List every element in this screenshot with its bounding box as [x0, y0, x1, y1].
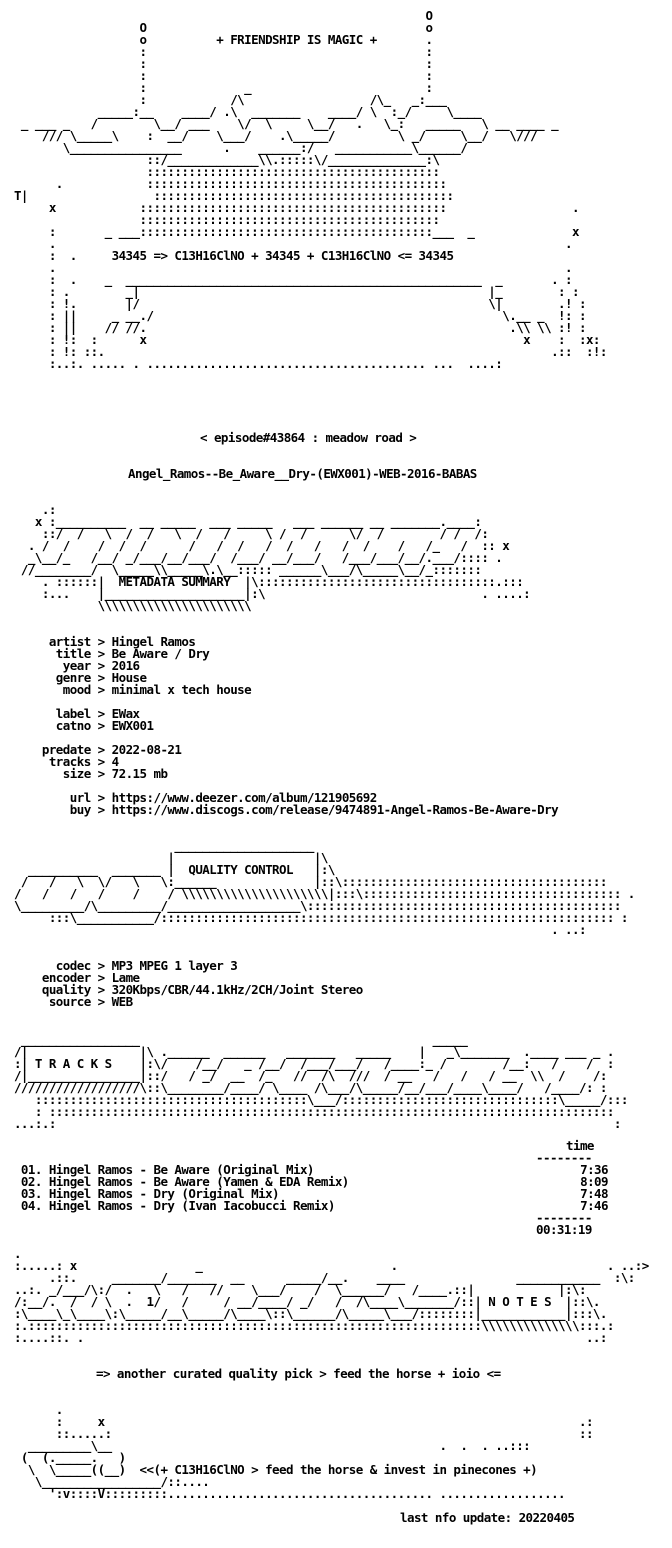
- field-separator: >: [90, 994, 112, 1009]
- release-name: Angel_Ramos--Be_Aware__Dry-(EWX001)-WEB-2016-BABAS: [128, 466, 477, 481]
- quality-art-line: :::\___________/::::::::::::::::::::::::::::::::::::::::::::::::::::::::::::::::: :: [0, 910, 628, 925]
- header-art-line: : . 34345 => C13H16ClNO + 34345 + C13H16ClNO <= 34345: [0, 248, 454, 263]
- field-value: Hingel Ramos: [111, 634, 196, 649]
- tracks-art-line: :::::::::::::::::::::::::::::::::::::::\___/:::::::::::::::::::::::::::::::\_____/:::: [0, 1092, 628, 1107]
- field-key: tracks: [0, 754, 91, 769]
- header-art-line: : _ :: [0, 80, 433, 95]
- notes-art-line: :\____\_\____\:\_____/__\_____/\____\::\______/\_____\___/::::::::|____________|:::\.: [0, 1306, 607, 1321]
- header-art-line: : || _ __./ \.__ _ !: :: [0, 308, 586, 323]
- field-separator: >: [90, 646, 112, 661]
- tracks-time-header: time: [566, 1138, 594, 1153]
- track-title: Hingel Ramos - Be Aware (Yamen & EDA Remix): [41, 1174, 349, 1189]
- field-separator: >: [90, 982, 112, 997]
- notes-art-line: .: [0, 1246, 21, 1261]
- track-title: Hingel Ramos - Dry (Ivan Iacobucci Remix): [41, 1198, 335, 1213]
- field-key: mood: [0, 682, 91, 697]
- notes-text: => another curated quality pick > feed the horse + ioio <=: [96, 1366, 501, 1381]
- field-value: 320Kbps/CBR/44.1kHz/2CH/Joint Stereo: [111, 982, 363, 997]
- notes-ascii-art: [0, 1248, 649, 1344]
- header-art-line: : :: [0, 44, 433, 59]
- tracks-art-line: :| T R A C K S |:\/ /__/ _ /__/ /___/___/ /____:_ / /__: / / :: [0, 1056, 614, 1071]
- field-row: [0, 804, 558, 816]
- quality-art-line: | |\: [0, 850, 328, 865]
- field-row: [0, 684, 558, 696]
- header-art-line: :::::::::::::::::::::::::::::::::::::::::::: [0, 212, 440, 227]
- field-key: label: [0, 706, 91, 721]
- tracks-time-rule: --------: [536, 1150, 592, 1165]
- field-row: [0, 720, 558, 732]
- field-separator: >: [90, 670, 112, 685]
- track-title: Hingel Ramos - Be Aware (Original Mix): [41, 1162, 314, 1177]
- metadata-art-line: ::/ / \ / / \ / / \ / / \/ / / / /:: [0, 526, 489, 541]
- header-art-line: _ ___ _ / \__/ ___ \/ \ \__/ . \_: _____ \ __ ____ _: [0, 116, 559, 131]
- field-key: source: [0, 994, 91, 1009]
- quality-fields: [0, 960, 363, 1008]
- track-number: 04.: [0, 1198, 42, 1213]
- metadata-art-line: _\__/_ /__/ _/___/__/___/ /___/ __/___/ /___/___/__/.___/:::: .: [0, 550, 503, 565]
- tracks-total-rule: --------: [536, 1210, 592, 1225]
- footer-art-line: _________\__ . . . ..:::: [0, 1438, 531, 1453]
- header-art-line: . .: [0, 236, 573, 251]
- header-ascii-art: [0, 10, 607, 370]
- track-time: 7:36: [580, 1162, 608, 1177]
- field-value: EWax: [111, 706, 140, 721]
- field-key: codec: [0, 958, 91, 973]
- field-separator: >: [90, 766, 112, 781]
- header-art-line: T| :::::::::::::::::::::::::::::::::::::::::::: [0, 188, 454, 203]
- footer-art-line: : x .:: [0, 1414, 593, 1429]
- metadata-art-line: . ::::::| METADATA SUMMARY |\::::::::::::::::::::::::::::::::::.:::: [0, 574, 524, 589]
- footer-art-line: \_________________/::....: [0, 1474, 210, 1489]
- field-key: buy: [0, 802, 91, 817]
- footer-art-line: .: [0, 1402, 63, 1417]
- header-art-line: : . _ ___________________________________________________ _ . :: [0, 272, 573, 287]
- header-art-line: o + FRIENDSHIP IS MAGIC + .: [0, 32, 433, 47]
- quality-art-line: \_________/\_________/___________________\:::::::::::::::::::::::::::::::::::::::::::::: [0, 898, 621, 913]
- header-art-line: . :::::::::::::::::::::::::::::::::::::::::::: [0, 176, 447, 191]
- notes-art-line: .::. _______/_______ __ _____/__. ____ ____________ :\:: [0, 1270, 635, 1285]
- header-art-line: _____:__ ____/ .\ _______ ____/ \ :_/ \____: [0, 104, 482, 119]
- track-time: 7:46: [580, 1198, 608, 1213]
- field-key: artist: [0, 634, 91, 649]
- notes-art-line: :.....: x _ . . ..:>: [0, 1258, 649, 1273]
- field-key: year: [0, 658, 91, 673]
- metadata-art-line: .:: [0, 502, 56, 517]
- field-value[interactable]: https://www.deezer.com/album/121905692: [111, 790, 377, 805]
- quality-art-line: / / \ \/ \ \:______ |::\::::::::::::::::::::::::::::::::::::::: [0, 874, 607, 889]
- field-separator: >: [90, 682, 112, 697]
- quality-art-line: __________ _______ | QUALITY CONTROL |:\: [0, 862, 335, 877]
- quality-art-line: ____________________: [0, 838, 314, 853]
- field-separator: >: [90, 790, 112, 805]
- footer-art-line: ':v::::V:::::::::...................................... ..................: [0, 1486, 566, 1501]
- field-key: catno: [0, 718, 91, 733]
- field-value: House: [111, 670, 147, 685]
- tracks-art-line: : :::::::::::::::::::::::::::::::::::::::::::::::::::::::::::::::::::::::::::::::::: [0, 1104, 614, 1119]
- header-art-line: ::/_____________\\.:::::\/______________:\: [0, 152, 440, 167]
- footer-art-line: ::.....: ::: [0, 1426, 593, 1441]
- field-value: 4: [111, 754, 119, 769]
- metadata-fields: [0, 636, 558, 816]
- metadata-art-line: :... |____________________|:\ . ....:: [0, 586, 531, 601]
- header-art-line: : !: : x x : :x:: [0, 332, 600, 347]
- footer-art-line: \ \_____((__) <<(+ C13H16ClNO > feed the horse & invest in pinecones +): [0, 1462, 538, 1477]
- footer-art-line: ( (._____. ): [0, 1450, 126, 1465]
- field-value: 72.15 mb: [111, 766, 168, 781]
- field-value: MP3 MPEG 1 layer 3: [111, 958, 238, 973]
- metadata-art-line: x :__________ __ _____ ___ _____ ___ ______ __ _______.____:: [0, 514, 482, 529]
- metadata-ascii-art: [0, 504, 530, 612]
- field-value: WEB: [111, 994, 133, 1009]
- tracks-list: [0, 1162, 608, 1213]
- field-row: [0, 996, 363, 1008]
- header-art-line: : || // //. .\\ \\ :! :: [0, 320, 586, 335]
- header-art-line: x :::::::::::::::::::::::::::::::::::::::::::: .: [0, 200, 579, 215]
- quality-ascii-art: [0, 840, 635, 936]
- field-row: [0, 768, 558, 780]
- tracks-art-line: _________________ _____: [0, 1032, 468, 1047]
- field-separator: >: [90, 754, 112, 769]
- quality-art-line: / / / / / / \\\\\\\\\\\\\\\\\\\\\|:::\::::::::::::::::::::::::::::::::::::: .: [0, 886, 635, 901]
- field-key: genre: [0, 670, 91, 685]
- track-time: 8:09: [580, 1174, 608, 1189]
- metadata-art-line: //________/ \_____\\_____\.\__::::: ______\___/\_____\__/_:::::::: [0, 562, 482, 577]
- field-value: 2022-08-21: [111, 742, 182, 757]
- tracks-art-line: ...:.: :: [0, 1116, 621, 1131]
- metadata-art-line: . / / / / / / / / / / / / / / /_ / :: x: [0, 538, 510, 553]
- header-art-line: O o: [0, 20, 433, 35]
- field-separator: >: [90, 706, 112, 721]
- field-key: predate: [0, 742, 91, 757]
- tracks-art-line: /|________________|::/ / _/ __ /_ // /\ /// / __ / / / __ \\ / /:: [0, 1068, 607, 1083]
- tracks-art-line: /| |\ .______ ______ _______ _____ | _\_______ .____ ___ _ .: [0, 1044, 614, 1059]
- field-value: 2016: [111, 658, 140, 673]
- tracks-ascii-art: [0, 1034, 628, 1130]
- track-title: Hingel Ramos - Dry (Original Mix): [41, 1186, 280, 1201]
- field-key: quality: [0, 982, 91, 997]
- last-update: last nfo update: 20220405: [400, 1510, 575, 1525]
- field-value[interactable]: https://www.discogs.com/release/9474891-Angel-Ramos-Be-Aware-Dry: [111, 802, 559, 817]
- metadata-art-line: \\\\\\\\\\\\\\\\\\\\\\: [0, 598, 252, 613]
- header-art-line: . .: [0, 260, 573, 275]
- header-art-line: : !: ::. .:: :!:: [0, 344, 607, 359]
- header-art-line: O: [0, 8, 433, 23]
- track-number: 03.: [0, 1186, 42, 1201]
- tracks-art-line: //////////////////\::\________/____/ \____ /\___/\_____/__/___/____\____/ /____/: :: [0, 1080, 607, 1095]
- track-number: 02.: [0, 1174, 42, 1189]
- header-art-line: : /\ /\_ _:___: [0, 92, 447, 107]
- header-art-line: : !. |/ \| .! :: [0, 296, 586, 311]
- field-separator: >: [90, 802, 112, 817]
- field-separator: >: [90, 742, 112, 757]
- track-row: [0, 1198, 608, 1213]
- track-number: 01.: [0, 1162, 42, 1177]
- field-separator: >: [90, 634, 112, 649]
- field-value: EWX001: [111, 718, 154, 733]
- header-art-line: : _ ___::::::::::::::::::::::::::::::::::::::::::___ _ x: [0, 224, 579, 239]
- field-value: minimal x tech house: [111, 682, 252, 697]
- field-key: title: [0, 646, 91, 661]
- header-art-line: /// \_____\ : __/ \___/ .\_____/ \ _/ \__/ \///: [0, 128, 538, 143]
- header-art-line: ::::::::::::::::::::::::::::::::::::::::::: [0, 164, 440, 179]
- episode-line: < episode#43864 : meadow road >: [200, 430, 417, 445]
- notes-art-line: :....::. . ..:: [0, 1330, 607, 1345]
- tracks-total-time: 00:31:19: [536, 1222, 592, 1237]
- field-separator: >: [90, 658, 112, 673]
- header-art-line: : :: [0, 68, 433, 83]
- field-value: Lame: [111, 970, 140, 985]
- field-key: size: [0, 766, 91, 781]
- header-art-line: \________________ . ______:/ ___________\______/: [0, 140, 468, 155]
- field-separator: >: [90, 970, 112, 985]
- header-art-line: :..:. ..... . ........................................ ... ....:: [0, 356, 503, 371]
- field-key: url: [0, 790, 91, 805]
- header-art-line: : :: [0, 56, 433, 71]
- notes-art-line: :.:::::::::::::::::::::::::::::::::::::::::::::::::::::::::::::::::\\\\\\\\\\\\\\:::.:: [0, 1318, 614, 1333]
- field-separator: >: [90, 718, 112, 733]
- field-key: encoder: [0, 970, 91, 985]
- header-art-line: : . _| |_ : :: [0, 284, 579, 299]
- track-time: 7:48: [580, 1186, 608, 1201]
- field-value: Be Aware / Dry: [111, 646, 210, 661]
- notes-art-line: /:__/. / / \ . 1/ / / __/____/ _/ / /\____\_______/::| N O T E S |::\.: [0, 1294, 600, 1309]
- quality-art-line: . ..:: [0, 922, 586, 937]
- field-separator: >: [90, 958, 112, 973]
- notes-art-line: ..:. _/___/\:/ . \ / // \___/ / \______/ /____.::| |:\:: [0, 1282, 586, 1297]
- footer-ascii-art: [0, 1404, 593, 1500]
